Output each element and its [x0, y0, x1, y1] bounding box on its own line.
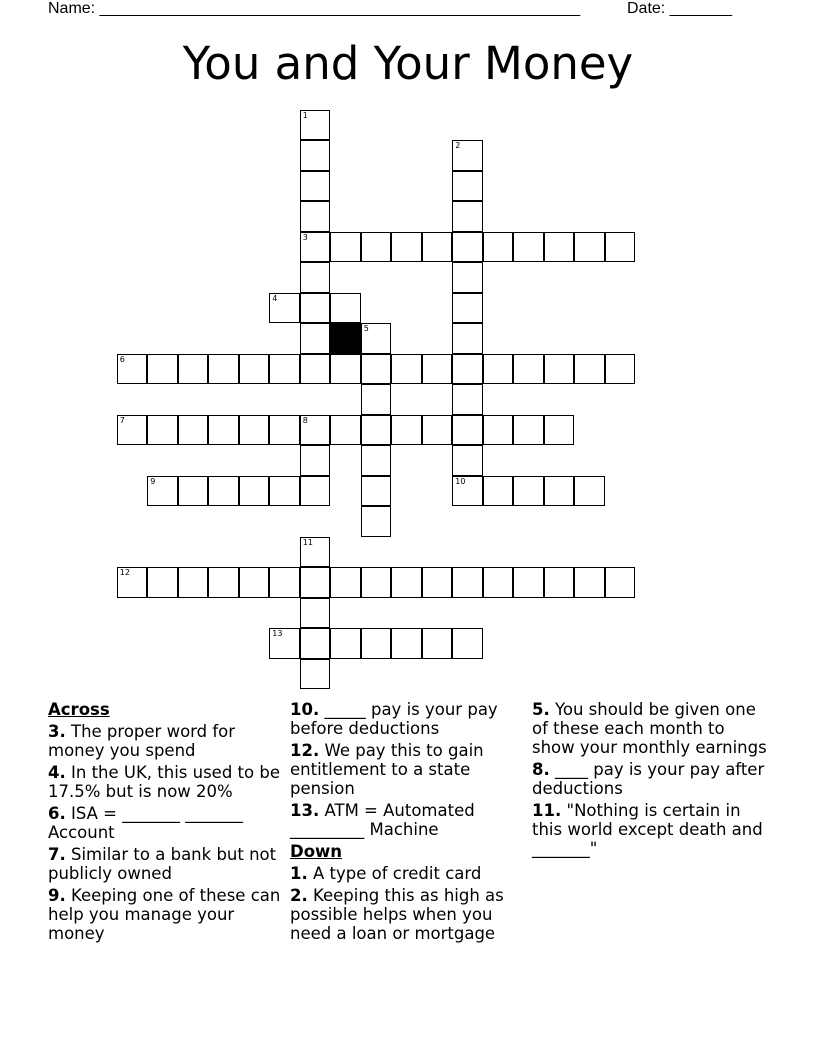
grid-cell[interactable] [208, 567, 239, 598]
grid-cell[interactable] [452, 628, 483, 659]
grid-cell[interactable] [147, 476, 178, 507]
grid-cell[interactable] [574, 232, 605, 263]
clue-number-label: 9. [48, 886, 66, 905]
grid-cell[interactable] [300, 415, 331, 446]
grid-cell[interactable] [178, 567, 209, 598]
clue-text: Similar to a bank but not publicly owned [48, 845, 277, 883]
grid-cell[interactable] [361, 384, 392, 415]
clue-number-label: 7. [48, 845, 66, 864]
grid-cell[interactable] [361, 232, 392, 263]
grid-cell[interactable] [452, 323, 483, 354]
clue-number: 8 [302, 415, 308, 425]
clue-number-label: 5. [532, 700, 550, 719]
clue-text: Keeping this as high as possible helps when you need a loan or mortgage [290, 886, 504, 943]
grid-cell[interactable] [452, 445, 483, 476]
grid-cell[interactable] [269, 354, 300, 385]
across-clue [48, 722, 284, 760]
grid-cell[interactable] [239, 415, 270, 446]
grid-cell[interactable] [361, 567, 392, 598]
date-field-label: Date: _______ [627, 0, 732, 17]
clue-text: Keeping one of these can help you manage your money [48, 886, 281, 943]
grid-cell[interactable] [574, 567, 605, 598]
grid-cell[interactable] [178, 415, 209, 446]
grid-cell[interactable] [452, 293, 483, 324]
grid-cell[interactable] [330, 628, 361, 659]
page-title: You and Your Money [182, 37, 634, 90]
grid-cell[interactable] [361, 445, 392, 476]
grid-cell[interactable] [391, 232, 422, 263]
grid-cell[interactable] [300, 537, 331, 568]
grid-cell[interactable] [300, 354, 331, 385]
grid-cell[interactable] [422, 415, 453, 446]
grid-cell[interactable] [330, 354, 361, 385]
grid-cell[interactable] [452, 140, 483, 171]
grid-cell[interactable] [117, 567, 148, 598]
grid-cell[interactable] [452, 567, 483, 598]
clue-number-label: 11. [532, 801, 562, 820]
grid-cell[interactable] [544, 232, 575, 263]
down-clue [290, 886, 526, 943]
grid-cell[interactable] [147, 567, 178, 598]
clue-text: A type of credit card [307, 864, 482, 883]
across-heading: Across [48, 700, 110, 719]
grid-cell[interactable] [208, 476, 239, 507]
grid-cell[interactable] [269, 567, 300, 598]
grid-cell[interactable] [117, 354, 148, 385]
grid-cell[interactable] [330, 567, 361, 598]
grid-cell[interactable] [361, 506, 392, 537]
down-clue [532, 700, 768, 757]
grid-cell[interactable] [147, 354, 178, 385]
grid-cell[interactable] [178, 354, 209, 385]
clue-number: 2 [455, 141, 461, 151]
grid-cell[interactable] [269, 628, 300, 659]
grid-cell[interactable] [300, 598, 331, 629]
grid-cell[interactable] [391, 354, 422, 385]
clue-number: 12 [119, 568, 130, 578]
clue-number-label: 8. [532, 760, 550, 779]
clue-text: "Nothing is certain in this world except death and _______" [532, 801, 763, 858]
clue-number-label: 6. [48, 804, 66, 823]
grid-cell[interactable] [239, 567, 270, 598]
clue-number: 11 [302, 537, 313, 547]
grid-cell[interactable] [483, 354, 514, 385]
grid-cell[interactable] [605, 232, 636, 263]
clue-number: 1 [302, 110, 308, 120]
across-clue [290, 801, 526, 839]
grid-cell[interactable] [422, 628, 453, 659]
grid-cell[interactable] [300, 659, 331, 690]
grid-cell[interactable] [544, 354, 575, 385]
grid-cell[interactable] [452, 232, 483, 263]
grid-cell[interactable] [544, 476, 575, 507]
clue-number: 9 [150, 476, 156, 486]
grid-cell[interactable] [300, 476, 331, 507]
grid-cell[interactable] [391, 567, 422, 598]
clue-number-label: 1. [290, 864, 308, 883]
across-clue [48, 763, 284, 801]
grid-cell[interactable] [147, 415, 178, 446]
clue-number-label: 13. [290, 801, 320, 820]
grid-cell[interactable] [483, 415, 514, 446]
grid-cell[interactable] [452, 476, 483, 507]
blocked-cell [330, 323, 361, 354]
grid-cell[interactable] [300, 293, 331, 324]
grid-cell[interactable] [513, 354, 544, 385]
grid-cell[interactable] [483, 476, 514, 507]
grid-cell[interactable] [269, 415, 300, 446]
grid-cell[interactable] [452, 171, 483, 202]
grid-cell[interactable] [208, 415, 239, 446]
grid-cell[interactable] [300, 201, 331, 232]
grid-cell[interactable] [422, 354, 453, 385]
grid-cell[interactable] [361, 628, 392, 659]
grid-cell[interactable] [574, 354, 605, 385]
grid-cell[interactable] [239, 476, 270, 507]
clue-number: 3 [302, 232, 308, 242]
across-clue [290, 741, 526, 798]
down-heading: Down [290, 842, 343, 861]
grid-cell[interactable] [483, 567, 514, 598]
grid-cell[interactable] [452, 415, 483, 446]
grid-cell[interactable] [361, 476, 392, 507]
grid-cell[interactable] [300, 628, 331, 659]
grid-cell[interactable] [330, 415, 361, 446]
clue-number: 6 [119, 354, 125, 364]
grid-cell[interactable] [422, 567, 453, 598]
grid-cell[interactable] [422, 232, 453, 263]
clue-number-label: 3. [48, 722, 66, 741]
down-clue-list-1 [290, 864, 526, 943]
grid-cell[interactable] [300, 445, 331, 476]
across-clue-list-2 [290, 700, 526, 839]
clue-text: ATM = Automated _________ Machine [290, 801, 475, 839]
grid-cell[interactable] [605, 567, 636, 598]
grid-cell[interactable] [391, 628, 422, 659]
clue-number: 5 [363, 324, 369, 334]
clue-text: You should be given one of these each month to show your monthly earnings [532, 700, 767, 757]
grid-cell[interactable] [391, 415, 422, 446]
clues-column-3 [532, 700, 768, 861]
clues-column-2 [290, 700, 526, 946]
grid-cell[interactable] [513, 476, 544, 507]
grid-cell[interactable] [208, 354, 239, 385]
grid-cell[interactable] [361, 323, 392, 354]
clue-number-label: 4. [48, 763, 66, 782]
grid-cell[interactable] [239, 354, 270, 385]
grid-cell[interactable] [269, 293, 300, 324]
grid-cell[interactable] [452, 354, 483, 385]
grid-cell[interactable] [300, 232, 331, 263]
grid-cell[interactable] [300, 567, 331, 598]
across-clue-list-1 [48, 722, 284, 943]
clue-number-label: 12. [290, 741, 320, 760]
down-clue [532, 760, 768, 798]
grid-cell[interactable] [300, 171, 331, 202]
down-clue-list-2 [532, 700, 768, 858]
name-field-label: Name: ______________________________________________________ [48, 0, 581, 17]
clue-number-label: 2. [290, 886, 308, 905]
grid-cell[interactable] [330, 293, 361, 324]
clue-number: 10 [455, 476, 466, 486]
grid-cell[interactable] [483, 232, 514, 263]
down-clue [532, 801, 768, 858]
across-clue [290, 700, 526, 738]
grid-cell[interactable] [452, 262, 483, 293]
grid-cell[interactable] [300, 140, 331, 171]
across-clue [48, 845, 284, 883]
grid-cell[interactable] [605, 354, 636, 385]
grid-cell[interactable] [300, 110, 331, 141]
clue-text: _____ pay is your pay before deductions [290, 700, 498, 738]
grid-cell[interactable] [361, 354, 392, 385]
grid-cell[interactable] [513, 232, 544, 263]
grid-cell[interactable] [269, 476, 300, 507]
grid-cell[interactable] [452, 384, 483, 415]
grid-cell[interactable] [117, 415, 148, 446]
clue-number: 7 [119, 415, 125, 425]
grid-cell[interactable] [513, 567, 544, 598]
grid-cell[interactable] [544, 567, 575, 598]
clues-column-1 [48, 700, 284, 946]
grid-cell[interactable] [300, 262, 331, 293]
across-clue [48, 886, 284, 943]
clue-number: 4 [272, 293, 278, 303]
clue-text: We pay this to gain entitlement to a state pension [290, 741, 484, 798]
grid-cell[interactable] [544, 415, 575, 446]
across-clue [48, 804, 284, 842]
clue-text: The proper word for money you spend [48, 722, 236, 760]
clue-number-label: 10. [290, 700, 320, 719]
grid-cell[interactable] [178, 476, 209, 507]
down-clue [290, 864, 526, 883]
grid-cell[interactable] [361, 415, 392, 446]
clue-text: In the UK, this used to be 17.5% but is now 20% [48, 763, 280, 801]
grid-cell[interactable] [513, 415, 544, 446]
grid-cell[interactable] [300, 323, 331, 354]
clue-text: ____ pay is your pay after deductions [532, 760, 765, 798]
clue-text: ISA = _______ _______ Account [48, 804, 243, 842]
grid-cell[interactable] [330, 232, 361, 263]
grid-cell[interactable] [452, 201, 483, 232]
clue-number: 13 [272, 629, 283, 639]
grid-cell[interactable] [574, 476, 605, 507]
